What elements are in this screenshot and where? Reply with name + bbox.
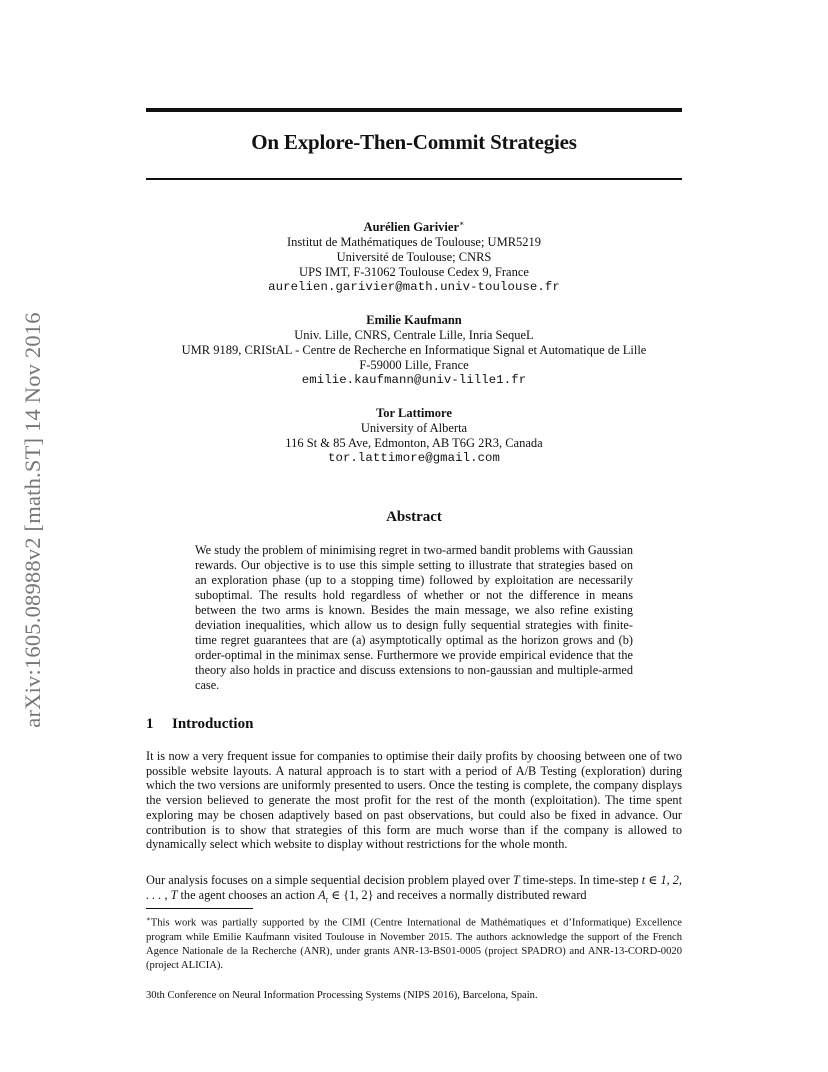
author-garivier — [146, 216, 682, 295]
math-t-range: t ∈ 1, 2, . . . , T — [146, 873, 683, 902]
author-email[interactable]: aurelien.garivier@math.univ-toulouse.fr — [268, 280, 560, 295]
section-title: Introduction — [172, 716, 254, 732]
author-name: Aurélien Garivier — [363, 220, 460, 235]
conference-note: 30th Conference on Neural Information Processing Systems (NIPS 2016), Barcelona, Spain. — [146, 990, 538, 1001]
affiliation-line: 116 St & 85 Ave, Edmonton, AB T6G 2R3, Canada — [285, 436, 543, 451]
author-name: Emilie Kaufmann — [366, 313, 462, 328]
abstract-heading: Abstract — [386, 509, 442, 525]
author-list — [146, 216, 682, 484]
affiliation-line: Institut de Mathématiques de Toulouse; UMR5219 — [286, 235, 542, 250]
author-kaufmann — [146, 313, 682, 388]
affiliation-line: UPS IMT, F-31062 Toulouse Cedex 9, France — [299, 265, 529, 280]
footnote — [146, 912, 682, 973]
footnote-text: This work was partially supported by the CIMI (Centre International de Mathématiques et d’Informatique) Excellence program while Emilie Kaufmann visited Toulouse in November 2015. The authors acknowledge the support of the French Agence Nationale de la Recherche (ANR), under grants ANR-13-BS01-0005 (project SPADRO) and ANR-13-CORD-0020 (project ALICIA). — [146, 917, 682, 972]
affiliation-line: UMR 9189, CRIStAL - Centre de Recherche en Informatique Signal et Automatique de Lille — [181, 343, 647, 358]
affiliation-line: University of Alberta — [360, 421, 468, 436]
affiliation-line: Univ. Lille, CNRS, Centrale Lille, Inria SequeL — [294, 328, 534, 343]
math-A: A — [318, 887, 326, 902]
footnote-mark: ∗ — [146, 915, 151, 923]
math-T: T — [512, 873, 520, 887]
intro-paragraph-2: Our analysis focuses on a simple sequential decision problem played over T time-steps. In time-step t ∈ 1, 2, . . . , T the agent chooses an action $A_t$ ∈ {1, 2} and receives a normally distributed reward — [146, 873, 683, 905]
title-top-rule — [146, 108, 682, 112]
paper-title: On Explore-Then-Commit Strategies — [251, 130, 577, 154]
section-number: 1 — [146, 716, 154, 732]
intro-paragraph-1: It is now a very frequent issue for companies to optimise their daily profits by choosing between one of two possible website layouts. A natural approach is to start with a period of A/B Testing (exploration) during which the two versions are uniformly presented to users. Once the testing is complete, the company displays the version believed to generate the most profit for the rest of the month (exploitation). The time spent exploring may be chosen adaptively based on past observations, but could also be fixed in advance. Our contribution is to show that strategies of this form are much worse than if the company is allowed to dynamically select which website to display without restrictions for the whole month. — [146, 749, 682, 852]
section-heading — [146, 716, 253, 733]
title-bottom-rule — [146, 178, 682, 180]
abstract-text: We study the problem of minimising regret in two-armed bandit problems with Gaussian rewards. Our objective is to use this simple setting to illustrate that strategies based on an exploration phase (up to a stopping time) followed by exploitation are necessarily suboptimal. The results hold regardless of whether or not the difference in means between the two arms is known. Besides the main message, we also refine existing deviation inequalities, which allow us to design fully sequential strategies with finite-time regret guarantees that are (a) asymptotically optimal as the horizon grows and (b) order-optimal in the minimax sense. Furthermore we provide empirical evidence that the theory also holds in practice and discuss extensions to non-gaussian and multiple-armed case. — [195, 543, 633, 692]
footnote-rule — [146, 908, 253, 909]
affiliation-line: Université de Toulouse; CNRS — [336, 250, 492, 265]
footnote-mark: ∗ — [459, 219, 465, 228]
affiliation-line: F-59000 Lille, France — [359, 358, 469, 373]
author-email[interactable]: emilie.kaufmann@univ-lille1.fr — [301, 373, 527, 388]
author-email[interactable]: tor.lattimore@gmail.com — [327, 451, 501, 466]
math-sub-t: t — [325, 894, 329, 905]
author-lattimore — [146, 406, 682, 466]
arxiv-identifier: arXiv:1605.08988v2 [math.ST] 14 Nov 2016 — [20, 312, 45, 728]
author-name: Tor Lattimore — [376, 406, 452, 421]
